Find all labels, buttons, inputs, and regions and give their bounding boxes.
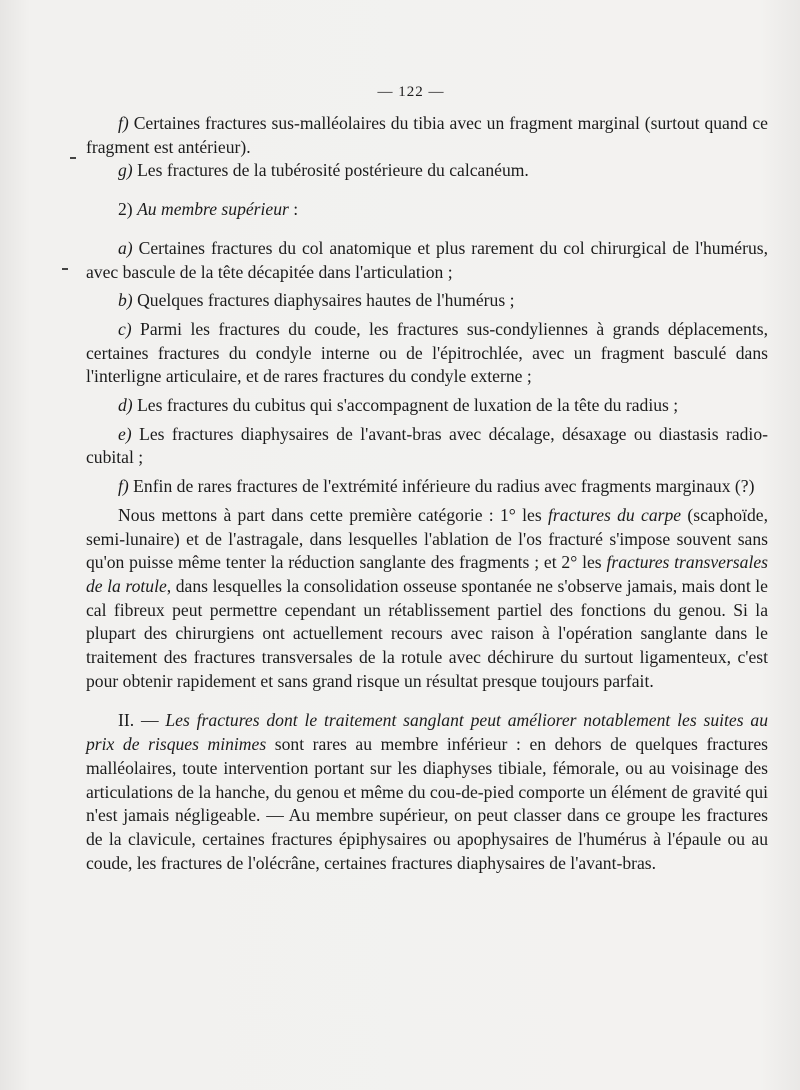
paragraph-section-ii bbox=[86, 709, 768, 875]
section-title: Au membre supérieur bbox=[137, 199, 289, 220]
item-text: Les fractures diaphysaires de l'avant-bras avec décalage, désaxage ou diastasis radio-cubital ; bbox=[86, 423, 768, 468]
italic-run-rotule: fractures transversales de la rotule bbox=[86, 552, 768, 596]
text-run: (scaphoïde, semi-lunaire) et de l'astragale, dans lesquelles l'ablation de l'os fracturé s'impose souvent sans qu'on puisse même tenter la réduction sanglante des fragments ; et 2° les bbox=[86, 504, 768, 573]
margin-mark bbox=[62, 268, 68, 270]
item-label: f) bbox=[118, 113, 134, 133]
section-heading-upper-limb bbox=[86, 198, 768, 222]
text-run: sont rares au membre inférieur : en dehors de quelques fractures malléolaires, toute intervention portant sur les diaphyses tibiale, fémorale, ou au voisinage des articulations de la hanche, du genou et même du cou-de-pied comporte un élément de gravité qui n'est jamais négligeable. — Au membre supérieur, on peut classer dans ce groupe les fractures de la clavicule, certaines fractures épiphysaires ou apophysaires de l'humérus à l'épaule ou au coude, les fractures de l'olécrâne, certaines fractures diaphysaires de l'avant-bras. bbox=[86, 734, 768, 873]
paragraph-exceptions bbox=[86, 504, 768, 694]
section-number: 2) bbox=[118, 199, 138, 220]
item-label: f) bbox=[118, 476, 134, 497]
item-text: Les fractures de la tubérosité postérieure du calcanéum. bbox=[137, 160, 529, 181]
page-number: — 122 — bbox=[377, 84, 445, 100]
item-text: Certaines fractures du col anatomique et plus rarement du col chirurgical de l'humérus, avec bascule de la tête décapitée dans l'articulation ; bbox=[86, 237, 768, 282]
paragraph-f-upper-limb bbox=[86, 475, 768, 499]
text-run: Nous mettons à part dans cette première catégorie : 1° les bbox=[118, 504, 548, 525]
item-text: Quelques fractures diaphysaires hautes de l'humérus ; bbox=[137, 290, 515, 311]
paragraph-g-lower-limb bbox=[86, 159, 768, 183]
item-text: Parmi les fractures du coude, les fractures sus-condyliennes à grands déplacements, certaines fractures du condyle interne ou de l'épitrochlée, avec un fragment basculé dans l'interligne articulaire, et de rares fractures du condyle externe ; bbox=[86, 318, 768, 387]
section-colon: : bbox=[288, 199, 299, 220]
paragraph-f-lower-limb bbox=[86, 112, 768, 159]
item-label: g) bbox=[118, 160, 138, 181]
margin-mark bbox=[70, 157, 76, 159]
item-text: Les fractures du cubitus qui s'accompagnent de luxation de la tête du radius ; bbox=[137, 395, 679, 416]
italic-run-carpe: fractures du carpe bbox=[547, 504, 682, 525]
item-label: b) bbox=[118, 290, 138, 311]
paragraph-e bbox=[86, 423, 768, 470]
item-text: Certaines fractures sus-malléolaires du tibia avec un fragment marginal (surtout quand ce fragment est antérieur). bbox=[86, 113, 768, 157]
section-number: II. — bbox=[118, 710, 166, 731]
item-label: e) bbox=[118, 423, 140, 444]
item-text: Enfin de rares fractures de l'extrémité inférieure du radius avec fragments marginaux (?) bbox=[133, 476, 755, 497]
text-run: , dans lesquelles la consolidation osseuse spontanée ne s'observe jamais, mais dont le cal fibreux peut permettre cependant un rétablissement partiel des fonctions du genou. Si la plupart des chirurgiens ont actuellement recours avec raison à l'opération sanglante dans le traitement des fractures transversales de la rotule avec déchirure du surtout ligamenteux, c'est pour obtenir rapidement et sans grand risque un résultat presque toujours parfait. bbox=[86, 575, 768, 691]
paragraph-b bbox=[86, 289, 768, 313]
paragraph-a bbox=[86, 237, 768, 284]
paragraph-d bbox=[86, 394, 768, 418]
paragraph-c bbox=[86, 318, 768, 389]
item-label: c) bbox=[118, 318, 141, 339]
body-text bbox=[86, 112, 768, 875]
item-label: a) bbox=[118, 237, 139, 258]
section-title: Les fractures dont le traitement sanglant peut améliorer notablement les suites au prix de risques minimes bbox=[86, 710, 768, 755]
item-label: d) bbox=[118, 395, 138, 416]
